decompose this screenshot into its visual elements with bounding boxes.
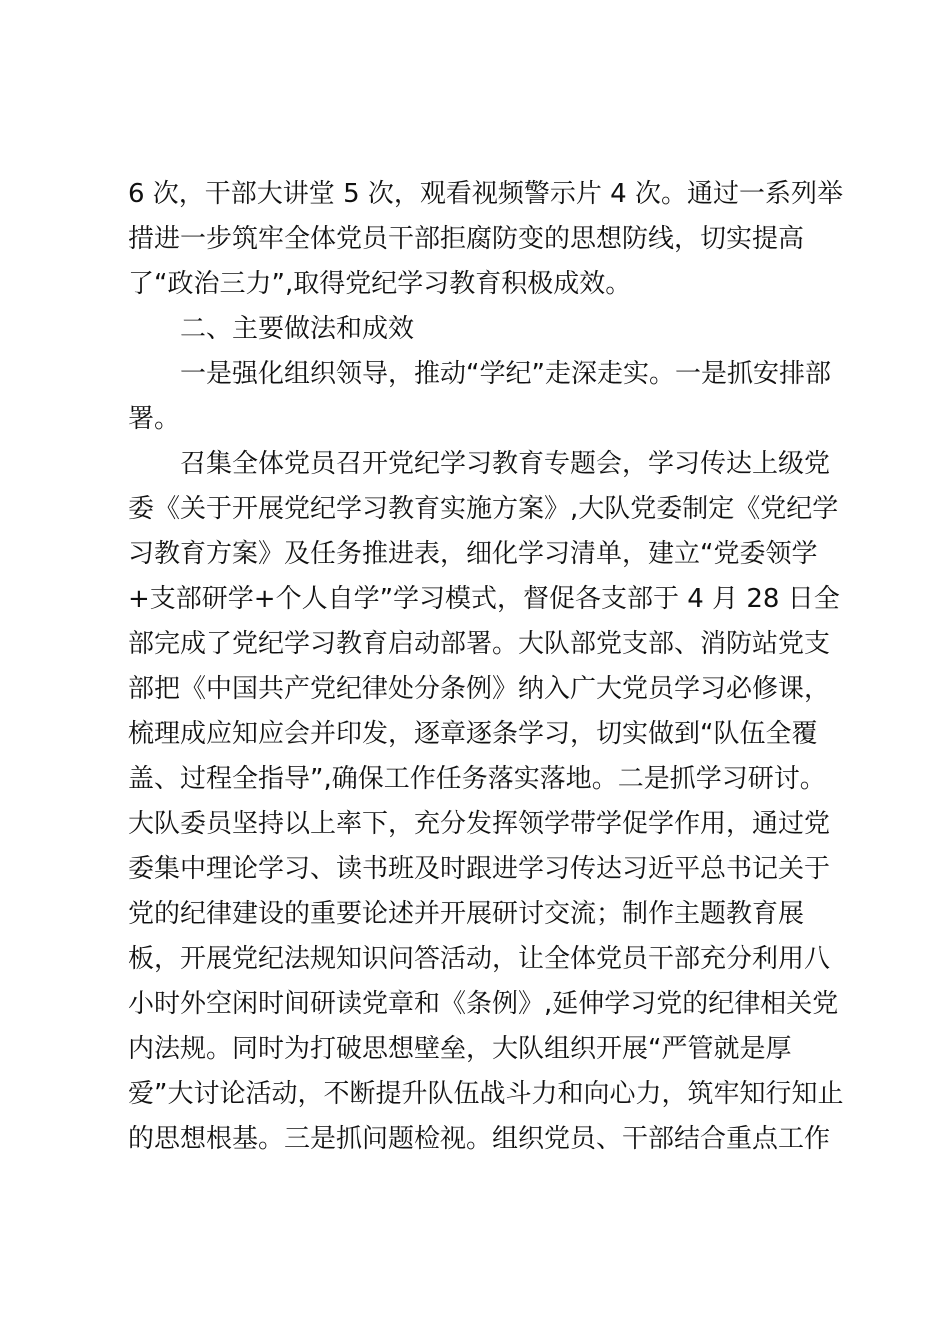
text-line: 大队委员坚持以上率下，充分发挥领学带学促学作用，通过党 (128, 809, 831, 839)
text-line: 措进一步筑牢全体党员干部拒腐防变的思想防线，切实提高 (128, 224, 805, 254)
text-line: 的思想根基。三是抓问题检视。组织党员、干部结合重点工作 (128, 1124, 831, 1154)
text-line: 党的纪律建设的重要论述并开展研讨交流；制作主题教育展 (128, 899, 805, 929)
text-line: 板，开展党纪法规知识问答活动，让全体党员干部充分利用八 (128, 944, 831, 974)
text-line: 一是强化组织领导，推动“学纪”走深走实。一是抓安排部 (180, 359, 831, 389)
text-line: 委集中理论学习、读书班及时跟进学习传达习近平总书记关于 (128, 854, 831, 884)
text-line: 内法规。同时为打破思想壁垒，大队组织开展“严管就是厚 (128, 1034, 792, 1064)
text-line: 部完成了党纪学习教育启动部署。大队部党支部、消防站党支 (128, 629, 831, 659)
text-line: 6 次，干部大讲堂 5 次，观看视频警示片 4 次。通过一系列举 (128, 179, 843, 209)
text-line: 小时外空闲时间研读党章和《条例》,延伸学习党的纪律相关党 (128, 989, 839, 1019)
text-line: 了“政治三力”,取得党纪学习教育积极成效。 (128, 269, 632, 299)
body-text (128, 172, 844, 1162)
text-line: 部把《中国共产党纪律处分条例》纳入广大党员学习必修课， (128, 674, 831, 704)
section-heading: 二、主要做法和成效 (180, 314, 415, 344)
text-line: 习教育方案》及任务推进表，细化学习清单，建立“党委领学 (128, 539, 818, 569)
text-line: 署。 (128, 404, 181, 434)
text-line: 召集全体党员召开党纪学习教育专题会，学习传达上级党 (180, 449, 831, 479)
text-line: 梳理成应知应会并印发，逐章逐条学习，切实做到“队伍全覆 (128, 719, 818, 749)
text-line: +支部研学+个人自学”学习模式，督促各支部于 4 月 28 日全 (128, 584, 840, 614)
text-line: 委《关于开展党纪学习教育实施方案》,大队党委制定《党纪学 (128, 494, 839, 524)
text-line: 盖、过程全指导”,确保工作任务落实落地。二是抓学习研讨。 (128, 764, 826, 794)
text-line: 爱”大讨论活动，不断提升队伍战斗力和向心力，筑牢知行知止 (128, 1079, 844, 1109)
